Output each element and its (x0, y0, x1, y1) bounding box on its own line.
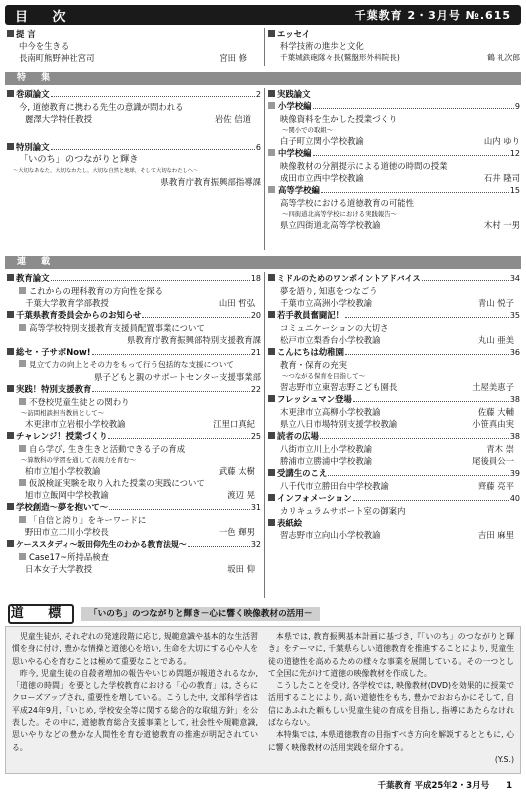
dohyo-right-column (268, 631, 514, 766)
author-affiliation: 県立八日市場特別支援学校教諭 (280, 419, 398, 429)
square-bullet-icon (19, 516, 26, 523)
bullet-icon (268, 311, 275, 318)
footer-page-number: 1 (506, 781, 512, 791)
author-affiliation: 旭市立飯岡中学校教諭 (25, 490, 109, 500)
article-subtitle: ～つながる保育を目指して～ (282, 372, 366, 380)
article-subtitle: ～四街道北高等学校における実践報告～ (282, 210, 398, 218)
author-name: 木村 一男 (483, 220, 520, 230)
category-label: 総セ・子サポNow! (16, 347, 91, 357)
author-affiliation: 県子どもと親のサポートセンター支援事業部 (94, 372, 261, 382)
page-number: 38 (509, 395, 520, 404)
tokushu-left (7, 88, 261, 188)
bullet-icon (7, 432, 14, 439)
author-affiliation: 八街市立川上小学校教諭 (280, 444, 373, 454)
bullet-icon (268, 30, 275, 37)
dohyo-paragraph: こうしたことを受け, 各学校では, 映像教材(DVD)を効果的に授業で活用することにより, 高い道徳性をもち, 豊かでおおらかにそして, 自信にあふれた頼もしい児童生徒の育成を目指し, 指導にあたらなければならない。 (268, 681, 514, 728)
dohyo-paragraph: 昨今, 児童生徒の自殺者増加の報告やいじめ問題が報道されるなか,「道徳の時間」を要とした学校教育における「心の教育」は, さらにクローズアップされ, 重要性を増している。こうした中, 文部科学省は平成24年9月,「いじめ, 学校安全等に関する総合的な取組方針」を公表した。その中に, 道徳教育総合支援事業として, 社会性や規範意識, 思いやりなどの豊かな人間性を育む道徳教育の推進が明記されている。 (12, 668, 258, 752)
page-number: 12 (509, 149, 520, 158)
column-divider (264, 88, 265, 250)
page-number: 15 (509, 186, 520, 195)
dohyo-subtitle: 「いのち」のつながりと輝き－心に響く映像教材の活用－ (81, 607, 320, 621)
page-number: 2 (255, 90, 261, 99)
author-name: 佐藤 大輔 (477, 407, 514, 417)
author-name: 渡辺 晃 (227, 490, 255, 500)
author-affiliation: 県教育庁教育振興部特別支援教育課 (127, 335, 261, 345)
category-label: 実践！特別支援教育 (16, 384, 92, 394)
toc-title: 目 次 (15, 9, 76, 25)
article-title: 不登校児童生徒との関わり (29, 397, 130, 407)
category-label: チャレンジ！授業づくり (16, 431, 108, 441)
article-title: 中今を生きる (19, 41, 70, 51)
page-number: 35 (509, 311, 520, 320)
article-subtitle: ～算数科の学習を通して表現力を育む～ (21, 456, 137, 464)
rensai-right (268, 272, 520, 541)
footer-publication: 千葉教育 平成25年2・3月号 (377, 781, 490, 791)
page-number: 31 (250, 503, 261, 512)
page-number: 40 (509, 494, 520, 503)
article-title: これからの理科教育の方向性を探る (29, 286, 163, 296)
author-affiliation: 木更津市立高柳小学校教諭 (280, 407, 381, 417)
author-affiliation: 日本女子大学教授 (25, 564, 92, 574)
dohyo-paragraph: 本特集では, 本県道徳教育の目指すべき方向を解説するとともに, 心に響く映像教材の活用実践を紹介する。 (268, 730, 514, 752)
author-affiliation: 柏市立旭小学校教諭 (25, 466, 101, 476)
article-title: 自ら学び, 生き生きと活動できる子の育成 (29, 444, 186, 454)
bullet-icon (268, 494, 275, 501)
page-number: 9 (514, 102, 520, 111)
author-affiliation: 習志野市立向山小学校教諭 (280, 530, 381, 540)
article-title: Case17~所持品検査 (29, 552, 110, 562)
category-label: 教育論文 (16, 273, 50, 283)
rensai-left (7, 272, 261, 575)
author-name: 小笹真由実 (472, 419, 514, 429)
author-name: 青山 悦子 (477, 298, 514, 308)
article-subtitle: ～関小での取組～ (282, 126, 334, 134)
dohyo-badge: 道 標 (8, 604, 74, 624)
author-name: 江里口真紀 (213, 419, 255, 429)
author-name: 青木 崇 (486, 444, 514, 454)
bullet-icon (7, 30, 14, 37)
page-footer (0, 778, 512, 794)
author-affiliation: 長南町熊野神社宮司 (19, 53, 95, 63)
article-title: 映像資料を生かした授業づくり (280, 114, 398, 124)
author-name: 宮田 修 (219, 53, 247, 63)
author-name: 土屋美恵子 (472, 382, 514, 392)
page-number: 39 (509, 469, 520, 478)
article-title: 科学技術の進歩と文化 (280, 41, 364, 51)
bullet-icon (268, 348, 275, 355)
dohyo-paragraph: 児童生徒が, それぞれの発達段階に応じ, 規範意識や基本的な生活習慣を身に付け, 豊かな情操と道徳心を培い, 生命を大切にする心や人を思いやる心を育むことは極めて重要なことである。 (12, 632, 258, 666)
author-affiliation: 白子町立関小学校教諭 (280, 136, 364, 146)
square-bullet-icon (19, 553, 26, 560)
author-affiliation: 野田市立二川小学校長 (25, 527, 109, 537)
article-title: 「自信と誇り」をキーワードに (29, 515, 147, 525)
category-label: ケーススタディ～坂田仰先生のわかる教育法規～ (16, 540, 187, 549)
article-title: 高等学校特別支援教育支援員配置事業について (29, 323, 205, 333)
category-label: こんにちは幼稚園 (277, 347, 344, 357)
author-name: 齊藤 亮平 (477, 481, 514, 491)
square-bullet-icon (19, 479, 26, 486)
article-title: 教育・保育の充実 (280, 360, 347, 370)
author-name: 山田 哲弘 (218, 298, 255, 308)
bullet-icon (268, 90, 275, 97)
page-number: 34 (509, 274, 520, 283)
category-label: 特別論文 (16, 142, 50, 152)
category-label: 巻頭論文 (16, 89, 50, 99)
author-name: 山内 ゆり (483, 136, 520, 146)
essay-entry (268, 28, 520, 64)
author-affiliation: 千葉大学教育学部教授 (25, 298, 109, 308)
bullet-icon (268, 395, 275, 402)
author-affiliation: 松戸市立梨香台小学校教諭 (280, 335, 381, 345)
category-label: 読者の広場 (277, 431, 319, 441)
author-affiliation: 習志野市立東習志野こども園長 (280, 382, 398, 392)
category-label: 若手教員奮闘記！ (277, 310, 344, 320)
dohyo-paragraph: 本県では, 教育振興基本計画に基づき,『「いのち」のつながりと輝き』をテーマに, 千葉県らしい道徳教育を推進することにより, 児童生徒の道徳性を高めるための様々な事業を展開している。その一つとして全国に先がけて道徳の映像教材を作成した。 (268, 632, 514, 678)
page-number: 18 (250, 274, 261, 283)
author-affiliation: 県立四街道北高等学校教諭 (280, 220, 381, 230)
dohyo-left-column (12, 631, 258, 754)
author-name: 武藤 太樹 (218, 466, 255, 476)
toc-title-bar (5, 5, 521, 25)
square-bullet-icon (268, 102, 275, 109)
bullet-icon (7, 348, 14, 355)
page-number: 21 (250, 348, 261, 357)
article-title: コミュニケーションの大切さ (280, 323, 389, 333)
dohyo-panel (5, 626, 521, 774)
square-bullet-icon (19, 287, 26, 294)
bullet-icon (7, 274, 14, 281)
square-bullet-icon (268, 186, 275, 193)
author-affiliation: 成田市立西中学校教諭 (280, 173, 364, 183)
page-number: 36 (509, 348, 520, 357)
category-label: エッセイ (277, 29, 311, 39)
square-bullet-icon (268, 149, 275, 156)
page-number: 25 (250, 432, 261, 441)
page-number: 20 (250, 311, 261, 320)
article-title: 高等学校における道徳教育の可能性 (280, 198, 414, 208)
subcategory-label: 中学校編 (278, 148, 312, 158)
dohyo-header (5, 604, 521, 624)
subcategory-label: 小学校編 (278, 101, 312, 111)
bullet-icon (7, 143, 14, 150)
square-bullet-icon (19, 445, 26, 452)
author-affiliation: 千葉市立高洲小学校教諭 (280, 298, 373, 308)
category-label: インフォメーション (277, 493, 352, 503)
author-name: 石井 隆司 (483, 173, 520, 183)
article-title: 「いのち」のつながりと輝き (19, 154, 139, 165)
author-affiliation: 麗澤大学特任教授 (25, 114, 92, 124)
article-title: カリキュラムサポート室の御案内 (280, 506, 406, 516)
bullet-icon (7, 90, 14, 97)
category-label: 実践論文 (277, 89, 311, 99)
page-number: 38 (509, 432, 520, 441)
issue-label: 千葉教育 2・3月号 №.615 (354, 9, 511, 22)
category-label: 提 言 (16, 29, 36, 39)
bullet-icon (268, 469, 275, 476)
bullet-icon (7, 503, 14, 510)
article-title: 見立て力の向上とその力をもって行う包括的な支援について (29, 360, 234, 369)
article-subtitle: ～訪問相談担当教員として～ (21, 409, 105, 417)
author-affiliation: 千葉城鉄砲隊々長(鷲盤形外科院長) (280, 53, 400, 62)
category-label: フレッシュマン登場 (277, 394, 352, 404)
category-label: 受講生のこえ (277, 468, 328, 478)
section-header-tokushu: 特 集 (5, 72, 521, 85)
page-number: 22 (250, 385, 261, 394)
author-name: 丸山 亜美 (477, 335, 514, 345)
square-bullet-icon (19, 324, 26, 331)
article-title: 仮説検証実験を取り入れた授業の実践について (29, 478, 205, 488)
page-number: 6 (255, 143, 261, 152)
category-label: 千葉県教育委員会からのお知らせ (16, 310, 142, 320)
author-name: 尾後員公一 (472, 456, 514, 466)
bullet-icon (7, 385, 14, 392)
author-affiliation: 県教育庁教育振興部指導課 (160, 177, 261, 187)
dohyo-signature: (Y.S.) (494, 754, 514, 764)
bullet-icon (7, 540, 14, 547)
author-name: 吉田 麻里 (477, 530, 514, 540)
author-affiliation: 勝浦市立勝浦中学校教諭 (280, 456, 373, 466)
teigen-entry (7, 28, 261, 64)
author-name: 岩佐 信道 (214, 114, 251, 124)
section-header-rensai: 連 載 (5, 256, 521, 269)
bullet-icon (268, 274, 275, 281)
square-bullet-icon (19, 398, 26, 405)
category-label: 表紙絵 (277, 518, 303, 528)
category-label: 学校創造～夢を抱いて～ (16, 502, 109, 512)
author-affiliation: 木更津市立岩根小学校教諭 (25, 419, 126, 429)
square-bullet-icon (19, 360, 26, 367)
article-title: 今, 道徳教育に携わる先生の意識が問われる (19, 102, 184, 112)
author-affiliation: 八千代市立勝田台中学校教諭 (280, 481, 389, 491)
bullet-icon (268, 432, 275, 439)
category-label: ミドルのためのワンポイントアドバイス (277, 274, 421, 283)
author-name: 鶴 礼次郎 (487, 53, 520, 62)
article-title: 夢を語り, 知恵をつなごう (280, 286, 378, 296)
bullet-icon (268, 519, 275, 526)
page-number: 32 (250, 540, 261, 549)
bullet-icon (7, 311, 14, 318)
author-name: 坂田 仰 (227, 564, 255, 574)
column-divider (264, 28, 265, 66)
article-title: 映像教材の分割提示による道徳の時間の授業 (280, 161, 448, 171)
author-name: 一色 輝男 (218, 527, 255, 537)
article-subtitle: ～大切なあなた，大切なわたし，大切な自然と地球，そして大切なわたしへ～ (13, 168, 199, 174)
column-divider (264, 272, 265, 598)
tokushu-right (268, 88, 520, 231)
subcategory-label: 高等学校編 (278, 185, 320, 195)
